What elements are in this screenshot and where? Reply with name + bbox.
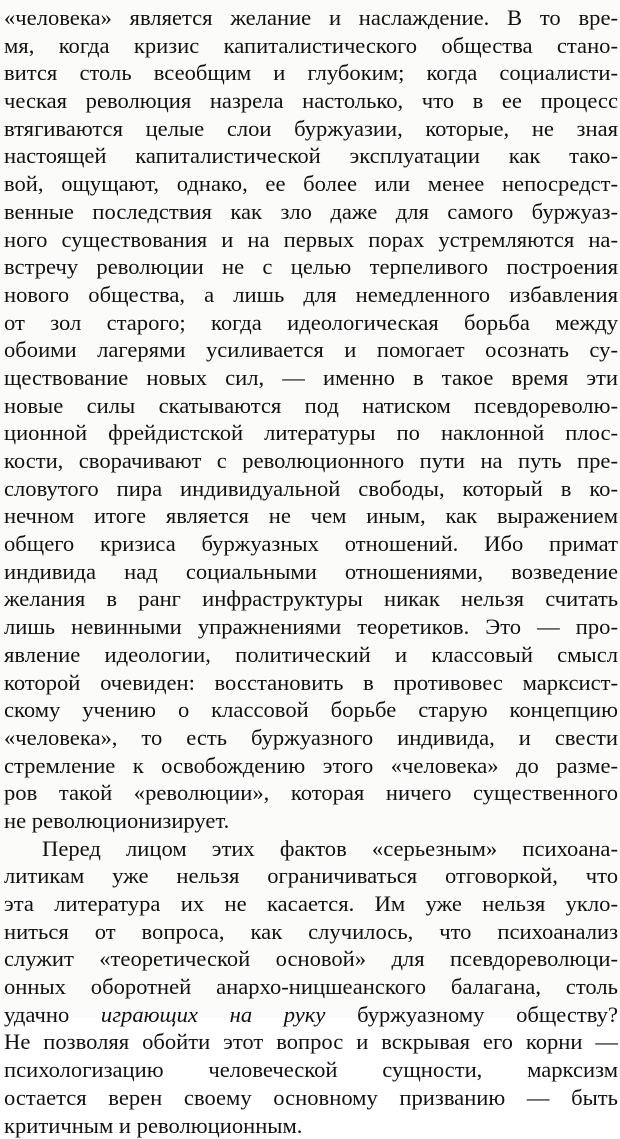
text-line: явление идеологии, политический и классовый смысл [4, 641, 618, 669]
text-line: кости, сворачивают с революционного пути на путь пре- [4, 447, 618, 475]
text-segment: буржуазному обществу? [325, 1002, 618, 1027]
text-line: стремление к освобождению этого «человека» до разме- [4, 752, 618, 780]
text-line: литикам уже нельзя ограничиваться отговоркой, что [4, 862, 618, 890]
text-line-with-emphasis [4, 1001, 618, 1029]
text-line: ного существования и на первых порах устремляются на- [4, 226, 618, 254]
text-line: вится столь всеобщим и глубоким; когда социалисти- [4, 59, 618, 87]
text-line: венные последствия как зло даже для самого буржуаз- [4, 198, 618, 226]
text-line: ниться от вопроса, как случилось, что психоанализ [4, 918, 618, 946]
text-line: не революционизирует. [4, 807, 618, 835]
text-line: скому учению о классовой борьбе старую концепцию [4, 696, 618, 724]
text-line: лишь невинными упражнениями теоретиков. Это — про- [4, 613, 618, 641]
text-line: общего кризиса буржуазных отношений. Ибо примат [4, 530, 618, 558]
text-line: новые силы скатываются под натиском псевдореволю- [4, 392, 618, 420]
text-line: ществование новых сил, — именно в такое время эти [4, 364, 618, 392]
text-line: желания в ранг инфраструктуры никак нельзя считать [4, 585, 618, 613]
text-line: психологизацию человеческой сущности, марксизм [4, 1056, 618, 1084]
text-line: остается верен своему основному призванию — быть [4, 1084, 618, 1112]
text-line: эта литература их не касается. Им уже нельзя укло- [4, 890, 618, 918]
text-line: мя, когда кризис капиталистического общества стано- [4, 32, 618, 60]
text-line: вой, ощущают, однако, ее более или менее непосредст- [4, 170, 618, 198]
text-line: встречу революции не с целью терпеливого построения [4, 253, 618, 281]
text-line: онных оборотней анархо-ницшеанского балагана, столь [4, 973, 618, 1001]
text-line: индивида над социальными отношениями, возведение [4, 558, 618, 586]
italic-emphasis: играющих на руку [101, 1002, 325, 1027]
text-line: которой очевиден: восстановить в противовес марксист- [4, 669, 618, 697]
text-line: «человека» является желание и наслаждение. В то вре- [4, 4, 618, 32]
text-line: нечном итоге является не чем иным, как выражением [4, 502, 618, 530]
text-segment: удачно [4, 1002, 101, 1027]
text-line: словутого пира индивидуальной свободы, который в ко- [4, 475, 618, 503]
text-line: критичным и революционным. [4, 1112, 618, 1139]
text-line: от зол старого; когда идеологическая борьба между [4, 309, 618, 337]
text-line: ров такой «революции», которая ничего существенного [4, 779, 618, 807]
text-line: обоими лагерями усиливается и помогает осознать су- [4, 336, 618, 364]
text-line: «человека», то есть буржуазного индивида, и свести [4, 724, 618, 752]
paragraph-2 [4, 835, 618, 1139]
text-line: Перед лицом этих фактов «серьезным» психоана- [4, 835, 618, 863]
text-line: втягиваются целые слои буржуазии, которые, не зная [4, 115, 618, 143]
text-line: настоящей капиталистической эксплуатации как тако- [4, 142, 618, 170]
text-line: Не позволяя обойти этот вопрос и вскрывая его корни — [4, 1028, 618, 1056]
body-text [4, 4, 618, 1139]
text-line: служит «теоретической основой» для псевдореволюци- [4, 945, 618, 973]
text-line: ческая революция назрела настолько, что в ее процесс [4, 87, 618, 115]
text-line: ционной фрейдистской литературы по наклонной плос- [4, 419, 618, 447]
paragraph-1 [4, 4, 618, 835]
text-line: нового общества, а лишь для немедленного избавления [4, 281, 618, 309]
